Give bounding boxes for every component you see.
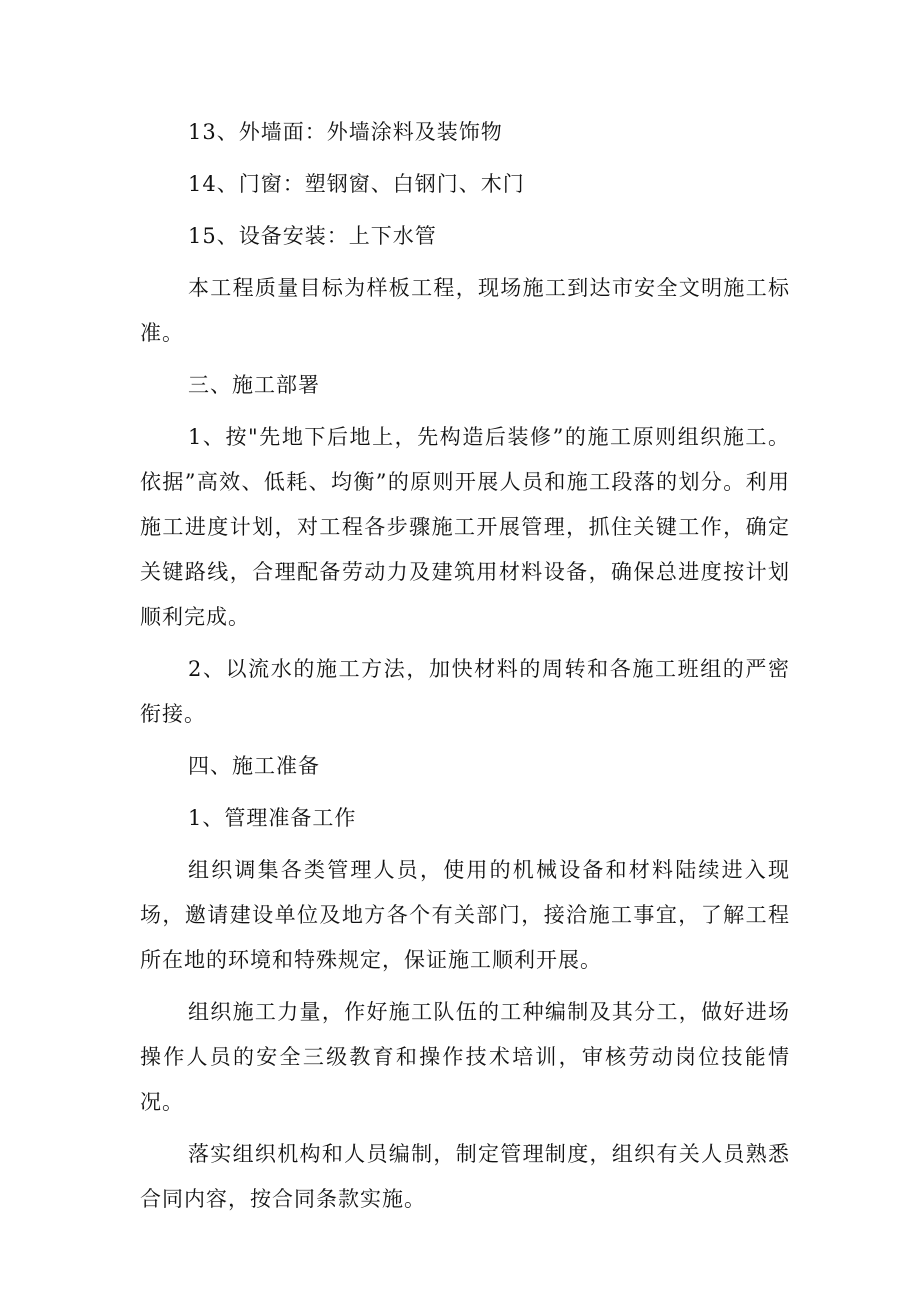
deployment-item-1: 1、按"先地下后地上，先构造后装修”的施工原则组织施工。依据”高效、低耗、均衡”的原则开展人员和施工段落的划分。利用施工进度计划，对工程各步骤施工开展管理，抓住关键工作，确定关键路线，合理配备劳动力及建筑用材料设备，确保总进度按计划顺利完成。 <box>140 425 790 629</box>
subsection-1-heading: 1、管理准备工作 <box>188 806 357 830</box>
item-13-exterior-wall: 13、外墙面：外墙涂料及装饰物 <box>188 120 503 144</box>
deployment-item-2: 2、以流水的施工方法，加快材料的周转和各施工班组的严密衔接。 <box>140 657 790 726</box>
management-prep-paragraph-3: 落实组织机构和人员编制，制定管理制度，组织有关人员熟悉合同内容，按合同条款实施。 <box>140 1142 790 1211</box>
document-body <box>140 110 790 1222</box>
management-prep-paragraph-1: 组织调集各类管理人员，使用的机械设备和材料陆续进入现场，邀请建设单位及地方各个有关部门，接洽施工事宜，了解工程所在地的环境和特殊规定，保证施工顺利开展。 <box>140 858 790 972</box>
section-3-heading: 三、施工部署 <box>188 373 320 397</box>
item-15-equipment-installation: 15、设备安装：上下水管 <box>188 224 437 248</box>
section-4-heading: 四、施工准备 <box>188 754 320 778</box>
management-prep-paragraph-2: 组织施工力量，作好施工队伍的工种编制及其分工，做好进场操作人员的安全三级教育和操作技术培训，审核劳动岗位技能情况。 <box>140 1000 790 1114</box>
quality-target-paragraph: 本工程质量目标为样板工程，现场施工到达市安全文明施工标准。 <box>140 276 790 345</box>
item-14-doors-windows: 14、门窗：塑钢窗、白钢门、木门 <box>188 172 525 196</box>
